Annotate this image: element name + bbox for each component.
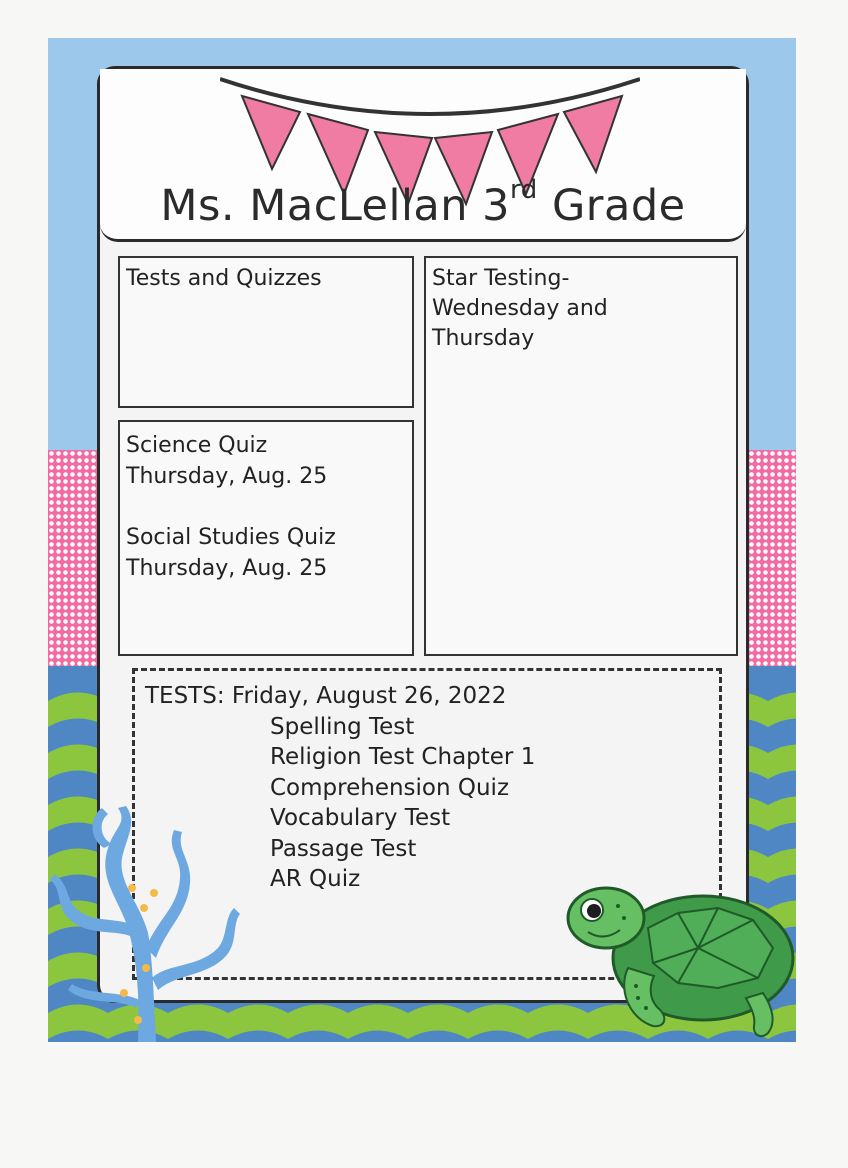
quiz-line: Social Studies Quiz (126, 525, 336, 550)
turtle-illustration-icon (558, 858, 796, 1042)
test-item: Comprehension Quiz (270, 774, 510, 801)
test-item: Spelling Test (270, 713, 415, 740)
star-line: Thursday (432, 326, 535, 351)
tests-heading: TESTS: Friday, August 26, 2022 (145, 683, 507, 709)
quizzes-box (118, 420, 414, 656)
star-testing-box (424, 256, 738, 656)
coral-illustration-icon (48, 768, 248, 1042)
test-item: Vocabulary Test (270, 805, 451, 831)
test-item: Religion Test Chapter 1 (270, 744, 536, 770)
tests-quizzes-heading: Tests and Quizzes (126, 266, 322, 291)
quiz-line: Thursday, Aug. 25 (126, 464, 328, 489)
test-item: AR Quiz (270, 866, 361, 892)
quiz-line: Thursday, Aug. 25 (126, 556, 328, 581)
tests-quizzes-box (118, 256, 414, 408)
quiz-line: Science Quiz (126, 433, 268, 458)
star-line: Wednesday and (432, 296, 608, 321)
title-banner (100, 69, 746, 242)
page-title: Ms. MacLellan 3rd Grade (160, 175, 686, 231)
star-line: Star Testing- (432, 266, 570, 291)
newsletter-sheet (48, 38, 796, 1042)
test-item: Passage Test (270, 835, 417, 862)
